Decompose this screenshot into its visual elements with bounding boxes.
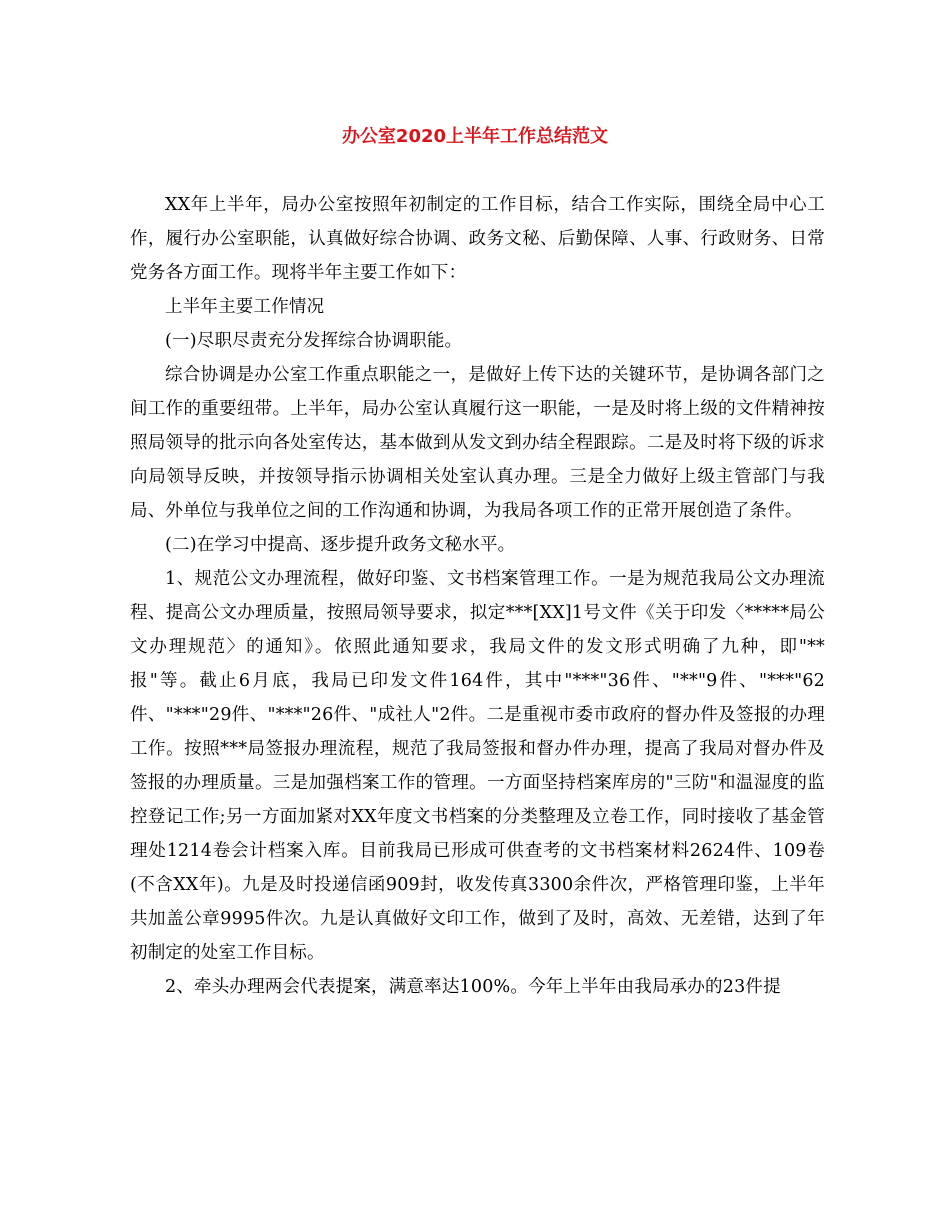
document-body	[130, 188, 825, 1004]
paragraph-document-management: 1、规范公文办理流程，做好印鉴、文书档案管理工作。一是为规范我局公文办理流程、提高公文办理质量，按照局领导要求，拟定***[XX]1号文件《关于印发〈*****局公文办理规范〉的通知》。依照此通知要求，我局文件的发文形式明确了九种，即"**报"等。截止6月底，我局已印发文件164件，其中"***"36件、"**"9件、"***"62件、"***"29件、"***"26件、"成社人"2件。二是重视市委市政府的督办件及签报的办理工作。按照***局签报办理流程，规范了我局签报和督办件办理，提高了我局对督办件及签报的办理质量。三是加强档案工作的管理。一方面坚持档案库房的"三防"和温湿度的监控登记工作;另一方面加紧对XX年度文书档案的分类整理及立卷工作，同时接收了基金管理处1214卷会计档案入库。目前我局已形成可供查考的文书档案材料2624件、109卷(不含XX年)。九是及时投递信函909封，收发传真3300余件次，严格管理印鉴，上半年共加盖公章9995件次。九是认真做好文印工作，做到了及时，高效、无差错，达到了年初制定的处室工作目标。	[130, 569, 825, 963]
paragraph-proposals: 2、牵头办理两会代表提案，满意率达100%。今年上半年由我局承办的23件提	[165, 977, 781, 997]
document-title: 办公室2020上半年工作总结范文	[341, 126, 609, 147]
paragraph-coordination: 综合协调是办公室工作重点职能之一，是做好上传下达的关键环节，是协调各部门之间工作的重要纽带。上半年，局办公室认真履行这一职能，一是及时将上级的文件精神按照局领导的批示向各处室传达，基本做到从发文到办结全程跟踪。二是及时将下级的诉求向局领导反映，并按领导指示协调相关处室认真办理。三是全力做好上级主管部门与我局、外单位与我单位之间的工作沟通和协调，为我局各项工作的正常开展创造了条件。	[130, 365, 825, 521]
section-heading-main-work: 上半年主要工作情况	[165, 297, 325, 317]
subsection-heading-secretarial: (二)在学习中提高、逐步提升政务文秘水平。	[165, 535, 516, 555]
subsection-heading-coordination: (一)尽职尽责充分发挥综合协调职能。	[165, 331, 463, 351]
paragraph-intro: XX年上半年，局办公室按照年初制定的工作目标，结合工作实际，围绕全局中心工作，履行办公室职能，认真做好综合协调、政务文秘、后勤保障、人事、行政财务、日常党务各方面工作。现将半年主要工作如下：	[130, 195, 825, 283]
